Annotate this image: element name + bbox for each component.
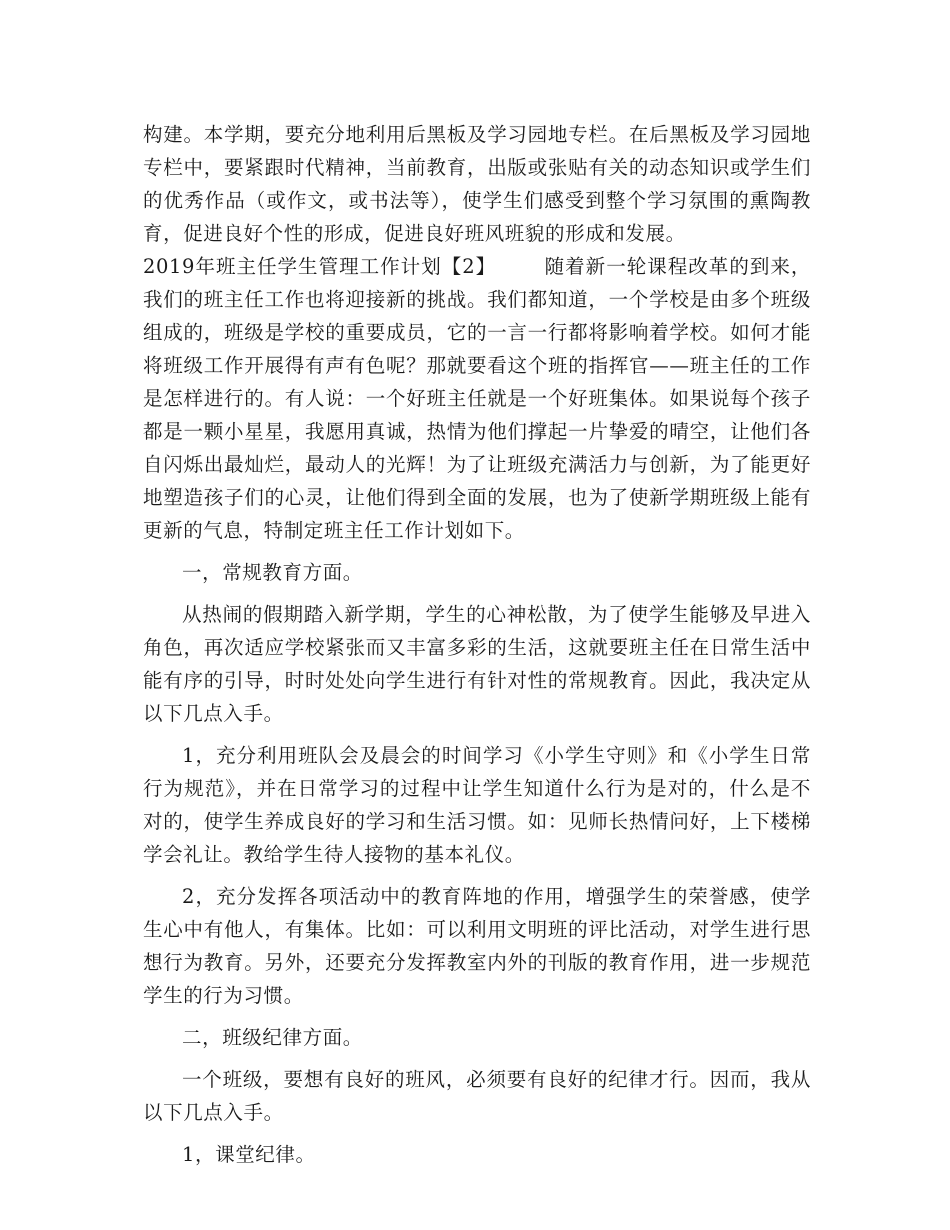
heading-class-discipline: 二，班级纪律方面。 — [182, 1026, 363, 1049]
document-body — [143, 118, 811, 1171]
section-title: 2019年班主任学生管理工作计划【2】 — [143, 255, 497, 278]
paragraph-8: 一个班级，要想有良好的班风，必须要有良好的纪律才行。因而，我从以下几点入手。 — [143, 1068, 811, 1124]
paragraph-1: 构建。本学期，要充分地利用后黑板及学习园地专栏。在后黑板及学习园地专栏中，要紧跟时代精神，当前教育，出版或张贴有关的动态知识或学生们的优秀作品（或作文，或书法等），使学生们感受到整个学习氛围的熏陶教育，促进良好个性的形成，促进良好班风班貌的形成和发展。 — [143, 123, 811, 245]
paragraph-2-text: 随着新一轮课程改革的到来，我们的班主任工作也将迎接新的挑战。我们都知道，一个学校是由多个班级组成的，班级是学校的重要成员，它的一言一行都将影响着学校。如何才能将班级工作开展得有声有色呢？那就要看这个班的指挥官——班主任的工作是怎样进行的。有人说：一个好班主任就是一个好班集体。如果说每个孩子都是一颗小星星，我愿用真诚，热情为他们撑起一片挚爱的晴空，让他们各自闪烁出最灿烂，最动人的光辉！为了让班级充满活力与创新，为了能更好地塑造孩子们的心灵，让他们得到全面的发展，也为了使新学期班级上能有更新的气息，特制定班主任工作计划如下。 — [143, 255, 811, 542]
paragraph-2 — [143, 250, 811, 547]
paragraph-4: 从热闹的假期踏入新学期，学生的心神松散，为了使学生能够及早进入角色，再次适应学校紧张而又丰富多彩的生活，这就要班主任在日常生活中能有序的引导，时时处处向学生进行有针对性的常规教育。因此，我决定从以下几点入手。 — [143, 603, 811, 725]
paragraph-6: 2，充分发挥各项活动中的教育阵地的作用，增强学生的荣誉感，使学生心中有他人，有集体。比如：可以利用文明班的评比活动，对学生进行思想行为教育。另外，还要充分发挥教室内外的刊版的教育作用，进一步规范学生的行为习惯。 — [143, 885, 811, 1007]
heading-routine-education: 一，常规教育方面。 — [182, 561, 363, 584]
paragraph-5: 1，充分利用班队会及晨会的时间学习《小学生守则》和《小学生日常行为规范》，并在日常学习的过程中让学生知道什么行为是对的，什么是不对的，使学生养成良好的学习和生活习惯。如：见师长热情问好，上下楼梯学会礼让。教给学生待人接物的基本礼仪。 — [143, 744, 811, 866]
heading-classroom-discipline: 1，课堂纪律。 — [182, 1143, 316, 1166]
